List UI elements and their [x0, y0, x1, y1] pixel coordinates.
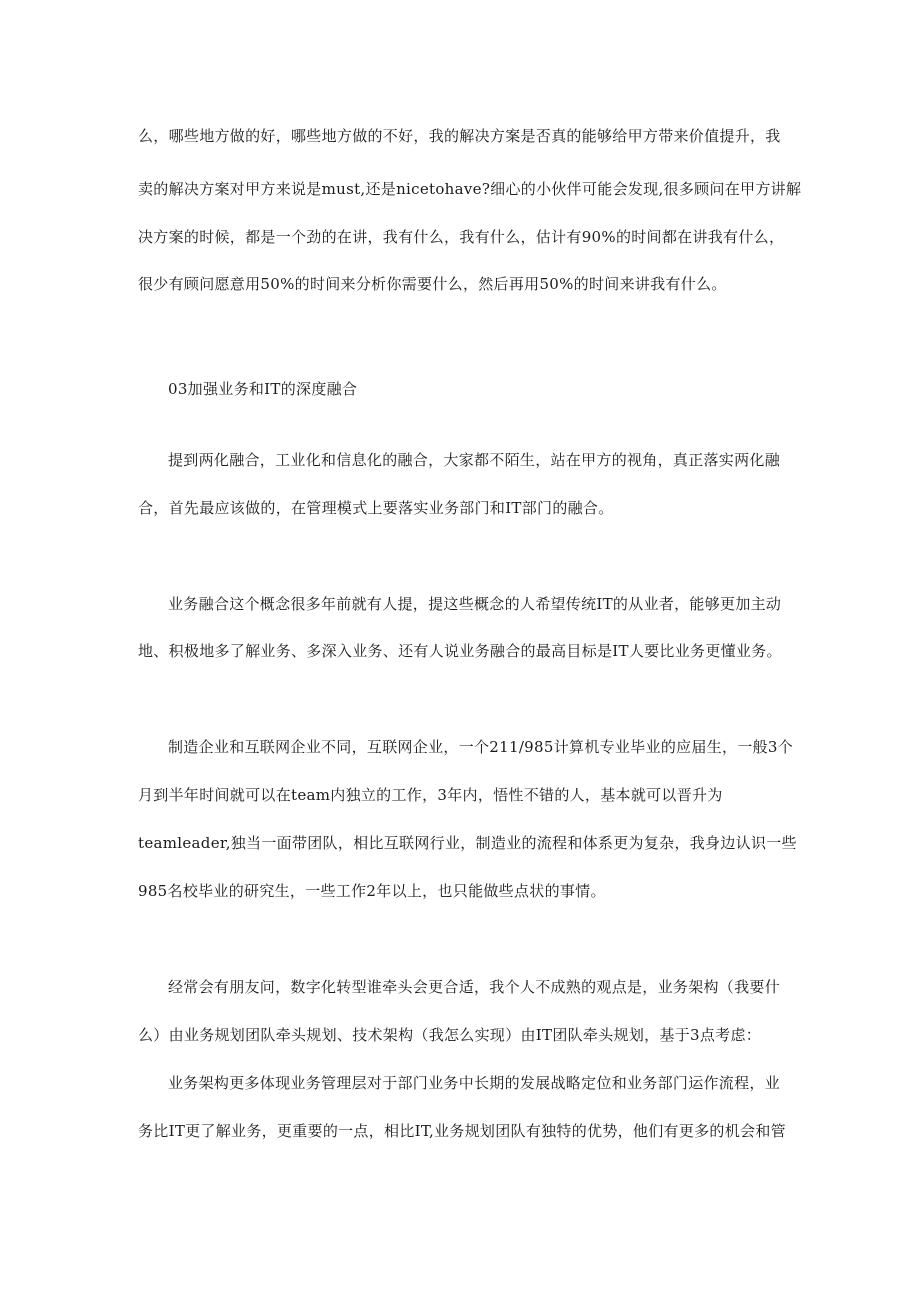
paragraph-3-line-2: 地、积极地多了解业务、多深入业务、还有人说业务融合的最高目标是IT人要比业务更懂业务。 — [138, 642, 782, 660]
paragraph-3-line-1: 业务融合这个概念很多年前就有人提，提这些概念的人希望传统IT的从业者，能够更加主动 — [168, 595, 782, 613]
paragraph-1-line-2: 卖的解决方案对甲方来说是must,还是nicetohave?细心的小伙伴可能会发现,很多顾问在甲方讲解 — [138, 180, 802, 198]
paragraph-4-line-4: 985名校毕业的研究生，一些工作2年以上，也只能做些点状的事情。 — [138, 882, 606, 900]
paragraph-2-line-1: 提到两化融合，工业化和信息化的融合，大家都不陌生，站在甲方的视角，真正落实两化融 — [168, 451, 781, 469]
paragraph-6-line-1: 业务架构更多体现业务管理层对于部门业务中长期的发展战略定位和业务部门运作流程，业 — [168, 1074, 781, 1092]
paragraph-1-line-4: 很少有顾问愿意用50%的时间来分析你需要什么，然后再用50%的时间来讲我有什么。 — [138, 275, 727, 293]
paragraph-1-line-1: 么，哪些地方做的好，哪些地方做的不好，我的解决方案是否真的能够给甲方带来价值提升，我 — [138, 127, 781, 145]
paragraph-6-line-2: 务比IT更了解业务，更重要的一点，相比IT,业务规划团队有独特的优势，他们有更多的机会和管 — [138, 1122, 786, 1140]
paragraph-2-line-2: 合，首先最应该做的，在管理模式上要落实业务部门和IT部门的融合。 — [138, 499, 614, 517]
paragraph-4-line-1: 制造企业和互联网企业不同，互联网企业，一个211/985计算机专业毕业的应届生，一般3个 — [168, 738, 794, 756]
paragraph-5-line-2: 么）由业务规划团队牵头规划、技术架构（我怎么实现）由IT团队牵头规划，基于3点考虑： — [138, 1026, 762, 1044]
paragraph-4-line-2: 月到半年时间就可以在team内独立的工作，3年内，悟性不错的人，基本就可以晋升为 — [138, 786, 723, 804]
paragraph-1-line-3: 决方案的时候，都是一个劲的在讲，我有什么，我有什么，估计有90%的时间都在讲我有什么， — [138, 228, 785, 246]
paragraph-4-line-3: teamleader,独当一面带团队，相比互联网行业，制造业的流程和体系更为复杂，我身边认识一些 — [138, 834, 797, 852]
section-heading: 03加强业务和IT的深度融合 — [168, 380, 358, 398]
paragraph-5-line-1: 经常会有朋友问，数字化转型谁牵头会更合适，我个人不成熟的观点是，业务架构（我要什 — [168, 978, 781, 996]
